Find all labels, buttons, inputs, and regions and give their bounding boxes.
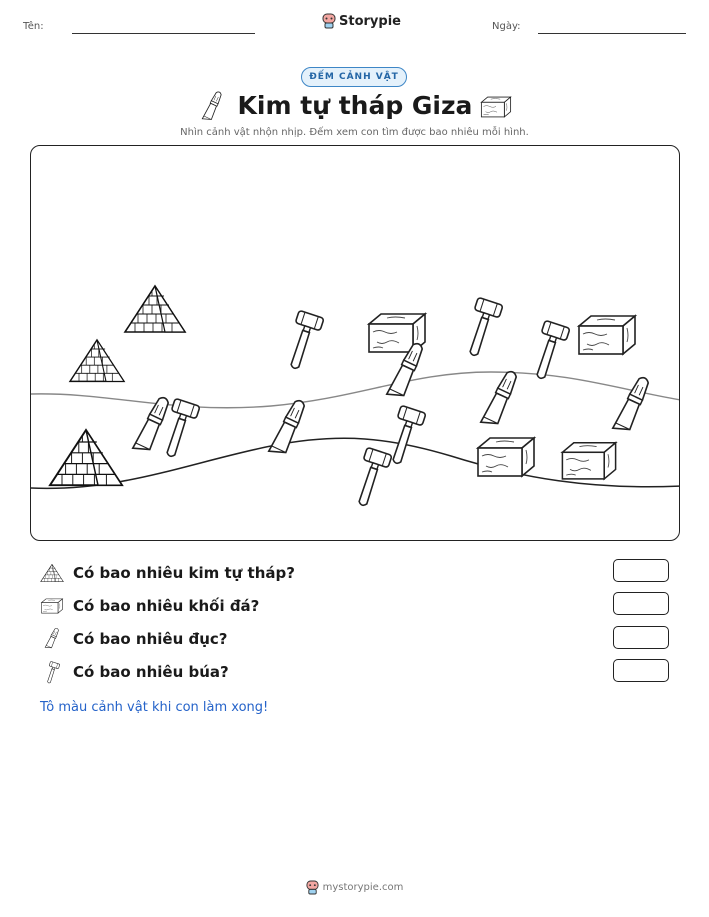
counting-scene: [30, 145, 680, 541]
stone-block: [562, 443, 615, 479]
hammer-icon: [40, 660, 64, 684]
storypie-mascot-icon: [322, 13, 336, 29]
answer-box-pyramids[interactable]: [613, 559, 669, 582]
name-line[interactable]: [72, 33, 255, 34]
hammer: [282, 310, 324, 372]
chisel: [613, 375, 652, 435]
hammer: [528, 320, 570, 382]
stone-block-icon: [40, 594, 64, 618]
question-row-stone-blocks: [40, 594, 670, 618]
pyramid: [50, 430, 122, 485]
chisel: [481, 369, 520, 429]
stone-block: [579, 316, 635, 354]
coloring-note: Tô màu cảnh vật khi con làm xong!: [40, 700, 269, 715]
hammer: [461, 297, 503, 359]
back-dune-line: [31, 372, 680, 408]
brand-logo: [322, 13, 401, 29]
chisel: [269, 398, 308, 458]
question-text: Có bao nhiêu khối đá?: [73, 597, 260, 615]
answer-box-chisels[interactable]: [613, 626, 669, 649]
answer-box-hammers[interactable]: [613, 659, 669, 682]
page-title: Kim tự tháp Giza: [237, 91, 473, 120]
question-row-hammers: [40, 660, 670, 684]
footer-site[interactable]: mystorypie.com: [322, 882, 404, 893]
instructions: Nhìn cảnh vật nhộn nhịp. Đếm xem con tìm được bao nhiêu mỗi hình.: [180, 127, 529, 138]
hammer: [350, 447, 392, 509]
question-text: Có bao nhiêu đục?: [73, 630, 228, 648]
storypie-mascot-icon: [306, 880, 319, 895]
footer: [0, 880, 709, 895]
date-line[interactable]: [538, 33, 686, 34]
date-label: Ngày:: [492, 21, 521, 32]
activity-badge: ĐẾM CẢNH VẬT: [301, 67, 407, 87]
chisel-icon: [40, 627, 64, 651]
answer-box-stone-blocks[interactable]: [613, 592, 669, 615]
stone-block-icon: [478, 95, 514, 119]
pyramid-icon: [40, 561, 64, 585]
question-row-chisels: [40, 627, 670, 651]
name-label: Tên:: [23, 21, 44, 32]
question-text: Có bao nhiêu búa?: [73, 663, 229, 681]
pyramid: [125, 286, 185, 332]
pyramid: [70, 340, 124, 381]
stone-block: [478, 438, 534, 476]
brand-name: Storypie: [339, 13, 401, 29]
question-text: Có bao nhiêu kim tự tháp?: [73, 564, 295, 582]
question-row-pyramids: [40, 561, 670, 585]
